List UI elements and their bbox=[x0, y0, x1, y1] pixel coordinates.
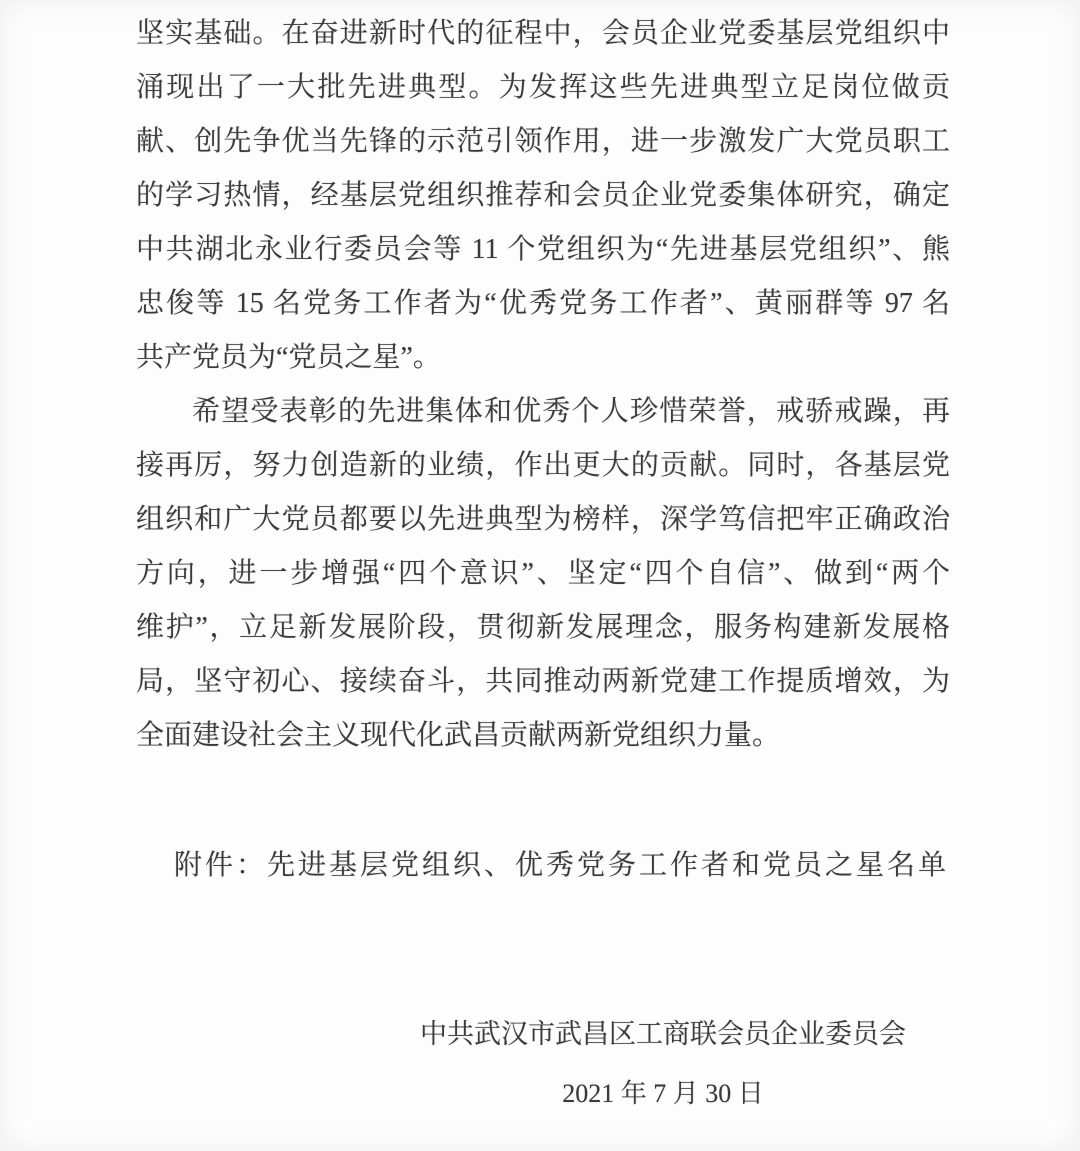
signature-block bbox=[420, 1007, 906, 1121]
text-line: 接再厉，努力创造新的业绩，作出更大的贡献。同时，各基层党 bbox=[136, 450, 950, 481]
signature-date: 2021 年 7 月 30 日 bbox=[562, 1079, 764, 1108]
text-line: 涌现出了一大批先进典型。为发挥这些先进典型立足岗位做贡 bbox=[136, 72, 950, 103]
body-text bbox=[136, 7, 950, 763]
text-line: 全面建设社会主义现代化武昌贡献两新党组织力量。 bbox=[136, 720, 781, 751]
text-line: 共产党员为“党员之星”。 bbox=[136, 342, 441, 373]
text-line: 的学习热情，经基层党组织推荐和会员企业党委集体研究，确定 bbox=[136, 180, 950, 211]
text-line: 维护”，立足新发展阶段，贯彻新发展理念，服务构建新发展格 bbox=[136, 612, 950, 643]
text-line: 献、创先争优当先锋的示范引领作用，进一步激发广大党员职工 bbox=[136, 126, 950, 157]
text-line: 组织和广大党员都要以先进典型为榜样，深学笃信把牢正确政治 bbox=[136, 504, 950, 535]
text-line: 希望受表彰的先进集体和优秀个人珍惜荣誉，戒骄戒躁，再 bbox=[192, 396, 950, 427]
text-line: 方向，进一步增强“四个意识”、坚定“四个自信”、做到“两个 bbox=[136, 558, 950, 589]
text-line: 局，坚守初心、接续奋斗，共同推动两新党建工作提质增效，为 bbox=[136, 666, 950, 697]
text-line: 忠俊等 15 名党务工作者为“优秀党务工作者”、黄丽群等 97 名 bbox=[136, 288, 950, 319]
signature-org: 中共武汉市武昌区工商联会员企业委员会 bbox=[420, 1019, 906, 1049]
text-line: 中共湖北永业行委员会等 11 个党组织为“先进基层党组织”、熊 bbox=[136, 234, 950, 265]
attachment-line: 附件：先进基层党组织、优秀党务工作者和党员之星名单 bbox=[174, 850, 950, 881]
text-line: 坚实基础。在奋进新时代的征程中，会员企业党委基层党组织中 bbox=[136, 18, 950, 49]
